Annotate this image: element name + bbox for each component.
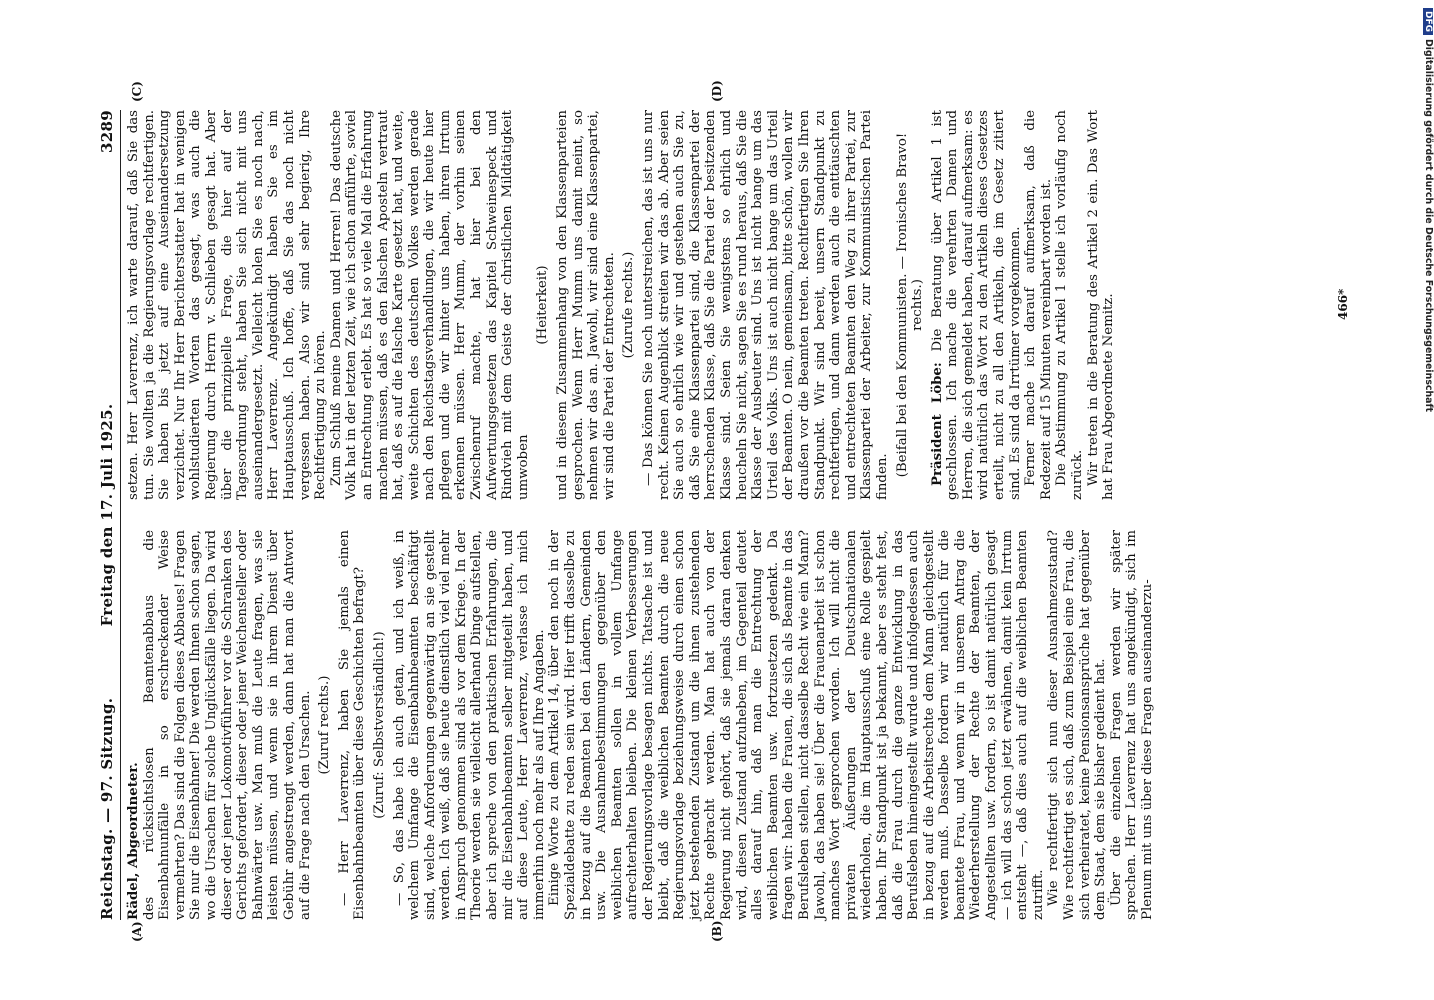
left-paragraph-6: Über die einzelnen Fragen werden wir später sprechen. Herr Laverrenz hat uns angekündigt, sich im Plenum mit uns über diese Fragen auseinanderzu- — [1108, 530, 1155, 920]
right-call-1: (Heiterkeit) — [535, 265, 551, 345]
dfg-logo: DFG — [1423, 8, 1433, 35]
right-paragraph-8: Wir treten in die Beratung des Artikel 2 ein. Das Wort hat Frau Abgeordnete Nemitz. — [1085, 110, 1117, 500]
speaker-line: Rädel, Abgeordneter. — [126, 762, 141, 920]
signature-mark: 466* — [1336, 288, 1350, 320]
digitization-sidebar — [1418, 8, 1434, 992]
rotated-document-page — [98, 80, 1350, 942]
page-header — [100, 110, 122, 920]
left-paragraph-2: — Herr Laverrenz, haben Sie jemals einen Eisenbahnbeamten über diese Geschichten befragt? — [336, 530, 368, 920]
right-text-column — [126, 110, 1117, 500]
page-number: 3289 — [98, 110, 116, 153]
right-call-3: (Beifall bei den Kommunisten. — Ironisches Bravo! rechts.) — [894, 132, 926, 478]
left-paragraph-3: — So, das habe ich auch getan, und ich weiß, in welchem Umfange die Eisenbahnbeamten beschäftigt sind, welche Anforderungen gegenwärtig an sie gestellt werden. Ich weiß, daß sie heute dienstlich viel viel mehr in Anspruch genommen sind als vor dem Kriege. In der Theorie werden sie vielleicht allerhand Dinge aufstellen, aber ich spreche von den praktischen Erfahrungen, die mir die Eisenbahnbeamten selber mitgeteilt haben, und auf diese Leute, Herr Laverrenz, verlasse ich mich immerhin noch mehr als auf Ihre Angaben. — [391, 530, 547, 920]
left-call-1: (Zuruf rechts.) — [317, 675, 333, 775]
president-label: Präsident Löbe: — [929, 362, 945, 486]
right-paragraph-1: setzen. Herr Laverrenz, ich warte darauf, daß Sie das tun. Sie wollten ja die Regierungsvorlage rechtfertigen. Sie haben bis jetzt auf eine Auseinandersetzung verzichtet. Nur Ihr Herr Berichterstatter hat in wenigen wohlstudierten Worten das gesagt, was auch die Regierung durch Herrn v. Schlieben gesagt hat. Aber über die prinzipielle Frage, die hier auf der Tagesordnung steht, haben Sie sich nicht mit uns auseinandergesetzt. Vielleicht holen Sie es noch nach, Herr Laverrenz. Angekündigt haben Sie es im Hauptausschuß. Ich hoffe, daß Sie das noch nicht vergessen haben. Also wir sind sehr begierig, Ihre Rechtfertigung zu hören. — [126, 110, 329, 500]
right-paragraph-4: — Das können Sie noch unterstreichen, das ist uns nur recht. Keinen Augenblick streiten wir das ab. Aber seien Sie auch so ehrlich wie wir und gestehen auch Sie zu, daß Sie eine Klassenpartei sind, die Klassenpartei der herrschenden Klasse, daß Sie die Partei der besitzenden Klasse sind. Seien Sie wenigstens so ehrlich und heucheln Sie nicht, sagen Sie es rund heraus, daß Sie die Klasse der Ausbeuter sind. Uns ist nicht bange um das Urteil des Volks. Uns ist auch nicht bange um das Urteil der Beamten. O nein, gemeinsam, bitte schön, wollen wir draußen vor die Beamten treten. Rechtfertigen Sie Ihren Standpunkt. Wir sind bereit, unsern Standpunkt zu rechtfertigen, und dann werden auch die enttäuschten und entrechteten Beamten den Weg zu ihrer Partei, zur Klassenpartei der Arbeiter, zur Kommunistischen Partei finden. — [641, 110, 890, 500]
right-paragraph-2: Zum Schluß meine Damen und Herren! Das deutsche Volk hat in der letzten Zeit, wie ich schon anführte, soviel an Entrechtung erlebt. Es hat so viele Mal die Erfahrung machen müssen, daß es den falschen Aposteln vertraut hat, daß es auf die falsche Karte gesetzt hat, und weite, weite Schichten des deutschen Volkes werden gerade nach den Reichstagsverhandlungen, die wir heute hier pflegen und die wir hinter uns haben, ihren Irrtum erkennen müssen. Herr Mumm, der vorhin seinen Zwischenruf machte, hat hier bei den Aufwertungsgesetzen das Kapitel Schweinespeck und Rindvieh mit dem Geiste der christlichen Mildtätigkeit umwoben — [328, 110, 531, 500]
right-paragraph-5: Die Beratung über Artikel 1 ist geschlossen. Ich mache die verehrten Damen und Herren, die sich gemeldet haben, darauf aufmerksam: es wird natürlich das Wort zu den Artikeln dieses Gesetzes erteilt, nicht zu all den Artikeln, die im Gesetz zitiert sind. Es sind da Irrtümer vorgekommen. — [929, 110, 1023, 500]
digitization-credit: Digitalisierung gefördert durch die Deutsche Forschungsgemeinschaft — [1423, 39, 1434, 413]
margin-mark-c: (C) — [130, 81, 144, 102]
header-rule — [120, 110, 121, 920]
right-paragraph-7: Die Abstimmung zu Artikel 1 stelle ich vorläufig noch zurück. — [1054, 110, 1086, 500]
margin-mark-b: (B) — [710, 920, 724, 942]
left-paragraph-1: des rücksichtslosen Beamtenabbaus die Eisenbahnunfälle in so erschreckender Weise vermehrten? Das sind die Folgen dieses Abbaues! Fragen Sie nur die Eisenbahner! Die werden Ihnen schon sagen, wo die Ursachen für solche Unglücksfälle liegen. Da wird dieser oder jener Lokomotivführer vor die Schranken des Gerichts gefordert, dieser oder jener Weichensteller oder Bahnwärter usw. Man muß die Leute fragen, was sie leisten müssen, und wenn sie in ihrem Dienst über Gebühr angestrengt werden, dann hat man die Antwort auf die Frage nach den Ursachen. — [141, 530, 313, 920]
margin-mark-a: (A) — [130, 921, 144, 942]
right-call-2: (Zurufe rechts.) — [621, 251, 637, 359]
left-call-2: (Zuruf: Selbstverständlich!) — [371, 631, 387, 819]
left-page-header: Reichstag. — 97. Sitzung. — [98, 697, 116, 920]
left-paragraph-5: Wie rechtfertigt sich nun dieser Ausnahmezustand? Wie rechtfertigt es sich, daß zum Beispiel eine Frau, die sich verheiratet, keine Pensionsansprüche hat gegenüber dem Staat, dem sie bisher gedient hat. — [1046, 530, 1109, 920]
left-text-column — [126, 530, 1156, 920]
right-page-header-date: Freitag den 17. Juli 1925. — [98, 403, 116, 627]
left-paragraph-4: Einige Worte zu dem Artikel 14, über den noch in der Spezialdebatte zu reden sein wird. Hier trifft dasselbe zu in bezug auf die Beamten bei den Ländern, Gemeinden usw. Die Ausnahmebestimmungen gegenüber den weiblichen Beamten sollen in vollem Umfange aufrechterhalten bleiben. Die kleinen Verbesserungen der Regierungsvorlage besagen nichts. Tatsache ist und bleibt, daß die weiblichen Beamten durch die neue Regierungsvorlage beziehungsweise durch einen schon jetzt bestehenden Zustand um die ihnen zustehenden Rechte gebracht werden. Man hat auch von der Regierung nicht gehört, daß sie jemals daran denken wird, diesen Zustand aufzuheben, im Gegenteil deutet alles darauf hin, daß man die Entrechtung der weiblichen Beamten usw. fortzusetzen gedenkt. Da fragen wir: haben die Frauen, die sich als Beamte in das Berufsleben stellen, nicht dasselbe Recht wie ein Mann? Jawohl, das haben sie! Über die Frauenarbeit ist schon manches Wort gesprochen worden. Ich will nicht die privaten Äußerungen der Deutschnationalen wiederholen, die im Hauptausschuß eine Rolle gespielt haben. Ihr Standpunkt ist ja bekannt, aber es steht fest, daß die Frau durch die ganze Entwicklung in das Berufsleben hineingestellt wurde und infolgedessen auch in bezug auf die Arbeitsrechte dem Mann gleichgestellt werden muß. Dasselbe fordern wir natürlich für die beamtete Frau, und wenn wir in unserem Antrag die Wiederherstellung der Rechte der Beamten, der Angestellten usw. fordern, so ist damit natürlich gesagt — ich will das schon jetzt erwähnen, damit kein Irrtum entsteht —, daß dies auch auf die weiblichen Beamten zutrifft. — [547, 530, 1046, 920]
right-paragraph-3: und in diesem Zusammenhang von den Klassenparteien gesprochen. Wenn Herr Mumm uns damit meint, so nehmen wir das an. Jawohl, wir sind eine Klassenpartei, wir sind die Partei der Entrechteten. — [555, 110, 617, 500]
margin-mark-d: (D) — [710, 80, 724, 102]
right-paragraph-6: Ferner mache ich darauf aufmerksam, daß die Redezeit auf 15 Minuten vereinbart worden ist. — [1023, 110, 1054, 500]
